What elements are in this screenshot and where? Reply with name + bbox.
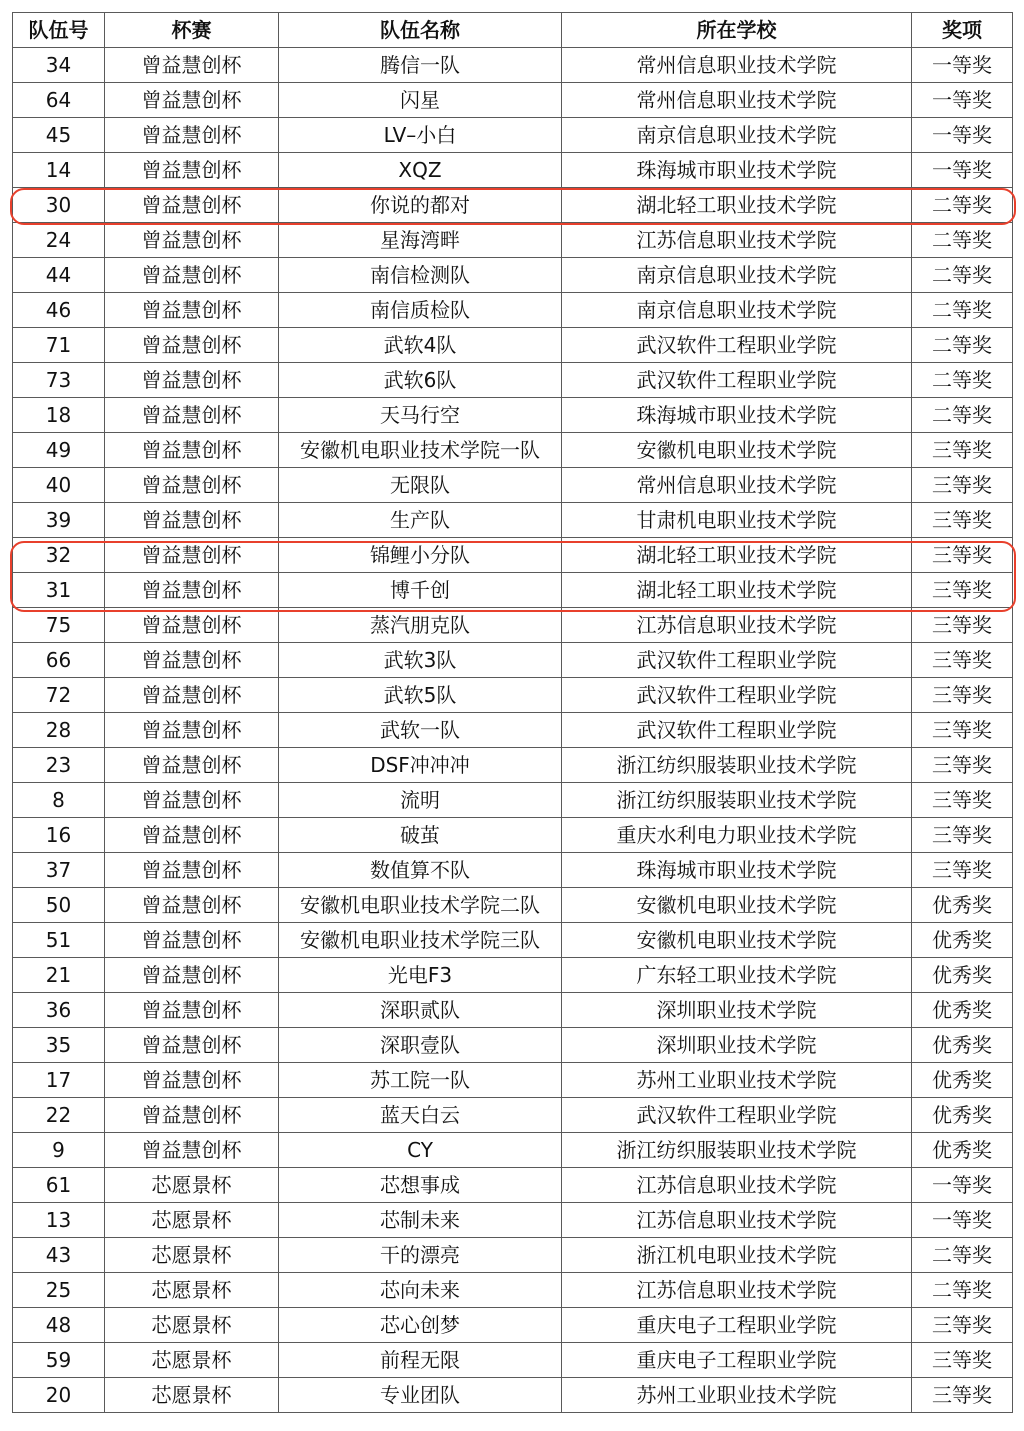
team-name-cell: 深职壹队	[279, 1028, 562, 1063]
team-name-cell: 芯制未来	[279, 1203, 562, 1238]
header-cup: 杯赛	[105, 13, 279, 48]
cup-cell: 曾益慧创杯	[105, 853, 279, 888]
table-row	[13, 678, 1013, 713]
team-name-cell: 武软6队	[279, 363, 562, 398]
team-number-cell: 30	[13, 188, 105, 223]
school-cell: 重庆电子工程职业学院	[562, 1308, 912, 1343]
team-name-cell: 博千创	[279, 573, 562, 608]
team-number-cell: 71	[13, 328, 105, 363]
table-row	[13, 503, 1013, 538]
table-row	[13, 1063, 1013, 1098]
team-number-cell: 34	[13, 48, 105, 83]
team-name-cell: 深职贰队	[279, 993, 562, 1028]
team-name-cell: 蓝天白云	[279, 1098, 562, 1133]
school-cell: 江苏信息职业技术学院	[562, 1203, 912, 1238]
school-cell: 安徽机电职业技术学院	[562, 433, 912, 468]
award-cell: 一等奖	[912, 118, 1013, 153]
team-number-cell: 37	[13, 853, 105, 888]
team-name-cell: 生产队	[279, 503, 562, 538]
team-name-cell: 芯向未来	[279, 1273, 562, 1308]
cup-cell: 曾益慧创杯	[105, 643, 279, 678]
award-cell: 二等奖	[912, 223, 1013, 258]
team-number-cell: 72	[13, 678, 105, 713]
team-number-cell: 9	[13, 1133, 105, 1168]
team-number-cell: 13	[13, 1203, 105, 1238]
team-name-cell: 你说的都对	[279, 188, 562, 223]
team-number-cell: 59	[13, 1343, 105, 1378]
award-cell: 三等奖	[912, 503, 1013, 538]
school-cell: 苏州工业职业技术学院	[562, 1063, 912, 1098]
cup-cell: 曾益慧创杯	[105, 958, 279, 993]
team-number-cell: 14	[13, 153, 105, 188]
table-row	[13, 888, 1013, 923]
cup-cell: 曾益慧创杯	[105, 713, 279, 748]
cup-cell: 曾益慧创杯	[105, 573, 279, 608]
cup-cell: 曾益慧创杯	[105, 818, 279, 853]
header-team-name: 队伍名称	[279, 13, 562, 48]
table-row	[13, 993, 1013, 1028]
team-name-cell: 锦鲤小分队	[279, 538, 562, 573]
table-row	[13, 608, 1013, 643]
team-number-cell: 36	[13, 993, 105, 1028]
award-cell: 三等奖	[912, 783, 1013, 818]
award-cell: 三等奖	[912, 1343, 1013, 1378]
cup-cell: 曾益慧创杯	[105, 258, 279, 293]
cup-cell: 曾益慧创杯	[105, 1133, 279, 1168]
table-row	[13, 83, 1013, 118]
award-cell: 一等奖	[912, 1203, 1013, 1238]
team-number-cell: 24	[13, 223, 105, 258]
award-cell: 三等奖	[912, 1378, 1013, 1413]
award-cell: 优秀奖	[912, 993, 1013, 1028]
school-cell: 湖北轻工职业技术学院	[562, 188, 912, 223]
team-name-cell: 武软一队	[279, 713, 562, 748]
award-cell: 优秀奖	[912, 923, 1013, 958]
award-cell: 三等奖	[912, 433, 1013, 468]
table-row	[13, 223, 1013, 258]
team-number-cell: 21	[13, 958, 105, 993]
school-cell: 武汉软件工程职业学院	[562, 713, 912, 748]
school-cell: 安徽机电职业技术学院	[562, 888, 912, 923]
team-number-cell: 31	[13, 573, 105, 608]
cup-cell: 曾益慧创杯	[105, 48, 279, 83]
team-name-cell: 芯心创梦	[279, 1308, 562, 1343]
school-cell: 浙江纺织服装职业技术学院	[562, 748, 912, 783]
award-cell: 优秀奖	[912, 1098, 1013, 1133]
table-row	[13, 258, 1013, 293]
award-cell: 三等奖	[912, 748, 1013, 783]
table-row	[13, 853, 1013, 888]
cup-cell: 芯愿景杯	[105, 1168, 279, 1203]
team-name-cell: 流明	[279, 783, 562, 818]
team-number-cell: 48	[13, 1308, 105, 1343]
table-row	[13, 923, 1013, 958]
cup-cell: 曾益慧创杯	[105, 923, 279, 958]
award-cell: 三等奖	[912, 818, 1013, 853]
team-name-cell: 闪星	[279, 83, 562, 118]
team-number-cell: 49	[13, 433, 105, 468]
table-row	[13, 153, 1013, 188]
table-row	[13, 1238, 1013, 1273]
team-name-cell: 星海湾畔	[279, 223, 562, 258]
table-row	[13, 433, 1013, 468]
team-number-cell: 39	[13, 503, 105, 538]
table-row	[13, 188, 1013, 223]
team-name-cell: 天马行空	[279, 398, 562, 433]
school-cell: 珠海城市职业技术学院	[562, 153, 912, 188]
results-table	[12, 12, 1013, 1413]
cup-cell: 曾益慧创杯	[105, 678, 279, 713]
award-cell: 优秀奖	[912, 958, 1013, 993]
team-number-cell: 45	[13, 118, 105, 153]
team-name-cell: 数值算不队	[279, 853, 562, 888]
table-row	[13, 748, 1013, 783]
team-name-cell: 腾信一队	[279, 48, 562, 83]
award-cell: 三等奖	[912, 678, 1013, 713]
cup-cell: 曾益慧创杯	[105, 1028, 279, 1063]
award-cell: 一等奖	[912, 1168, 1013, 1203]
award-cell: 三等奖	[912, 1308, 1013, 1343]
team-number-cell: 66	[13, 643, 105, 678]
cup-cell: 曾益慧创杯	[105, 433, 279, 468]
cup-cell: 曾益慧创杯	[105, 1063, 279, 1098]
award-cell: 优秀奖	[912, 888, 1013, 923]
team-name-cell: LV–小白	[279, 118, 562, 153]
school-cell: 南京信息职业技术学院	[562, 293, 912, 328]
cup-cell: 曾益慧创杯	[105, 748, 279, 783]
school-cell: 甘肃机电职业技术学院	[562, 503, 912, 538]
table-body	[13, 48, 1013, 1413]
school-cell: 浙江机电职业技术学院	[562, 1238, 912, 1273]
award-cell: 三等奖	[912, 608, 1013, 643]
award-cell: 三等奖	[912, 853, 1013, 888]
team-number-cell: 20	[13, 1378, 105, 1413]
cup-cell: 曾益慧创杯	[105, 398, 279, 433]
cup-cell: 曾益慧创杯	[105, 503, 279, 538]
award-cell: 一等奖	[912, 83, 1013, 118]
team-number-cell: 50	[13, 888, 105, 923]
cup-cell: 曾益慧创杯	[105, 888, 279, 923]
school-cell: 武汉软件工程职业学院	[562, 363, 912, 398]
team-name-cell: DSF冲冲冲	[279, 748, 562, 783]
school-cell: 常州信息职业技术学院	[562, 468, 912, 503]
award-cell: 二等奖	[912, 363, 1013, 398]
team-name-cell: 干的漂亮	[279, 1238, 562, 1273]
award-cell: 二等奖	[912, 328, 1013, 363]
school-cell: 珠海城市职业技术学院	[562, 398, 912, 433]
team-number-cell: 18	[13, 398, 105, 433]
school-cell: 南京信息职业技术学院	[562, 118, 912, 153]
team-name-cell: 破茧	[279, 818, 562, 853]
team-name-cell: 安徽机电职业技术学院二队	[279, 888, 562, 923]
header-row	[13, 13, 1013, 48]
team-number-cell: 46	[13, 293, 105, 328]
award-cell: 三等奖	[912, 538, 1013, 573]
table-row	[13, 1273, 1013, 1308]
table-row	[13, 1378, 1013, 1413]
table-row	[13, 1028, 1013, 1063]
award-cell: 一等奖	[912, 48, 1013, 83]
team-name-cell: 前程无限	[279, 1343, 562, 1378]
team-number-cell: 43	[13, 1238, 105, 1273]
table-row	[13, 1343, 1013, 1378]
table-row	[13, 468, 1013, 503]
school-cell: 江苏信息职业技术学院	[562, 608, 912, 643]
table-row	[13, 1168, 1013, 1203]
cup-cell: 曾益慧创杯	[105, 993, 279, 1028]
table-row	[13, 783, 1013, 818]
team-name-cell: 武软3队	[279, 643, 562, 678]
school-cell: 武汉软件工程职业学院	[562, 328, 912, 363]
award-cell: 三等奖	[912, 573, 1013, 608]
team-number-cell: 17	[13, 1063, 105, 1098]
table-row	[13, 538, 1013, 573]
team-number-cell: 28	[13, 713, 105, 748]
header-award: 奖项	[912, 13, 1013, 48]
team-name-cell: 安徽机电职业技术学院三队	[279, 923, 562, 958]
table-row	[13, 1308, 1013, 1343]
table-row	[13, 398, 1013, 433]
team-name-cell: 蒸汽朋克队	[279, 608, 562, 643]
school-cell: 武汉软件工程职业学院	[562, 678, 912, 713]
school-cell: 常州信息职业技术学院	[562, 48, 912, 83]
table-row	[13, 713, 1013, 748]
award-cell: 三等奖	[912, 468, 1013, 503]
table-row	[13, 48, 1013, 83]
cup-cell: 芯愿景杯	[105, 1238, 279, 1273]
team-number-cell: 61	[13, 1168, 105, 1203]
team-name-cell: XQZ	[279, 153, 562, 188]
cup-cell: 芯愿景杯	[105, 1308, 279, 1343]
cup-cell: 曾益慧创杯	[105, 328, 279, 363]
school-cell: 珠海城市职业技术学院	[562, 853, 912, 888]
team-name-cell: 光电F3	[279, 958, 562, 993]
school-cell: 南京信息职业技术学院	[562, 258, 912, 293]
school-cell: 浙江纺织服装职业技术学院	[562, 783, 912, 818]
cup-cell: 曾益慧创杯	[105, 468, 279, 503]
school-cell: 江苏信息职业技术学院	[562, 223, 912, 258]
award-cell: 二等奖	[912, 293, 1013, 328]
table-row	[13, 328, 1013, 363]
school-cell: 武汉软件工程职业学院	[562, 1098, 912, 1133]
cup-cell: 曾益慧创杯	[105, 363, 279, 398]
team-number-cell: 75	[13, 608, 105, 643]
team-name-cell: 南信检测队	[279, 258, 562, 293]
table-row	[13, 1203, 1013, 1238]
team-name-cell: 武软5队	[279, 678, 562, 713]
school-cell: 深圳职业技术学院	[562, 1028, 912, 1063]
cup-cell: 曾益慧创杯	[105, 153, 279, 188]
team-number-cell: 32	[13, 538, 105, 573]
school-cell: 浙江纺织服装职业技术学院	[562, 1133, 912, 1168]
header-school: 所在学校	[562, 13, 912, 48]
cup-cell: 曾益慧创杯	[105, 608, 279, 643]
team-number-cell: 16	[13, 818, 105, 853]
team-number-cell: 25	[13, 1273, 105, 1308]
school-cell: 常州信息职业技术学院	[562, 83, 912, 118]
team-number-cell: 40	[13, 468, 105, 503]
cup-cell: 曾益慧创杯	[105, 1098, 279, 1133]
table-row	[13, 118, 1013, 153]
cup-cell: 芯愿景杯	[105, 1203, 279, 1238]
award-cell: 二等奖	[912, 258, 1013, 293]
cup-cell: 芯愿景杯	[105, 1343, 279, 1378]
school-cell: 安徽机电职业技术学院	[562, 923, 912, 958]
award-cell: 优秀奖	[912, 1028, 1013, 1063]
team-number-cell: 64	[13, 83, 105, 118]
school-cell: 湖北轻工职业技术学院	[562, 573, 912, 608]
team-name-cell: 芯想事成	[279, 1168, 562, 1203]
award-cell: 二等奖	[912, 1273, 1013, 1308]
team-number-cell: 23	[13, 748, 105, 783]
cup-cell: 曾益慧创杯	[105, 83, 279, 118]
cup-cell: 曾益慧创杯	[105, 783, 279, 818]
school-cell: 重庆水利电力职业技术学院	[562, 818, 912, 853]
cup-cell: 曾益慧创杯	[105, 223, 279, 258]
cup-cell: 芯愿景杯	[105, 1378, 279, 1413]
cup-cell: 曾益慧创杯	[105, 118, 279, 153]
team-number-cell: 51	[13, 923, 105, 958]
team-name-cell: 苏工院一队	[279, 1063, 562, 1098]
award-cell: 三等奖	[912, 713, 1013, 748]
header-team-number: 队伍号	[13, 13, 105, 48]
team-number-cell: 22	[13, 1098, 105, 1133]
school-cell: 江苏信息职业技术学院	[562, 1273, 912, 1308]
table-row	[13, 1133, 1013, 1168]
table-row	[13, 363, 1013, 398]
team-name-cell: 南信质检队	[279, 293, 562, 328]
table-row	[13, 293, 1013, 328]
award-cell: 优秀奖	[912, 1133, 1013, 1168]
award-cell: 优秀奖	[912, 1063, 1013, 1098]
school-cell: 重庆电子工程职业学院	[562, 1343, 912, 1378]
award-cell: 二等奖	[912, 398, 1013, 433]
award-cell: 二等奖	[912, 188, 1013, 223]
team-name-cell: CY	[279, 1133, 562, 1168]
school-cell: 湖北轻工职业技术学院	[562, 538, 912, 573]
school-cell: 苏州工业职业技术学院	[562, 1378, 912, 1413]
cup-cell: 曾益慧创杯	[105, 293, 279, 328]
table-row	[13, 643, 1013, 678]
table-row	[13, 1098, 1013, 1133]
cup-cell: 芯愿景杯	[105, 1273, 279, 1308]
cup-cell: 曾益慧创杯	[105, 188, 279, 223]
award-cell: 三等奖	[912, 643, 1013, 678]
team-name-cell: 安徽机电职业技术学院一队	[279, 433, 562, 468]
team-name-cell: 武软4队	[279, 328, 562, 363]
table-row	[13, 573, 1013, 608]
award-cell: 一等奖	[912, 153, 1013, 188]
team-number-cell: 8	[13, 783, 105, 818]
table-row	[13, 958, 1013, 993]
school-cell: 武汉软件工程职业学院	[562, 643, 912, 678]
school-cell: 广东轻工职业技术学院	[562, 958, 912, 993]
cup-cell: 曾益慧创杯	[105, 538, 279, 573]
team-number-cell: 35	[13, 1028, 105, 1063]
table-row	[13, 818, 1013, 853]
team-number-cell: 44	[13, 258, 105, 293]
team-name-cell: 无限队	[279, 468, 562, 503]
team-name-cell: 专业团队	[279, 1378, 562, 1413]
award-cell: 二等奖	[912, 1238, 1013, 1273]
school-cell: 深圳职业技术学院	[562, 993, 912, 1028]
school-cell: 江苏信息职业技术学院	[562, 1168, 912, 1203]
team-number-cell: 73	[13, 363, 105, 398]
